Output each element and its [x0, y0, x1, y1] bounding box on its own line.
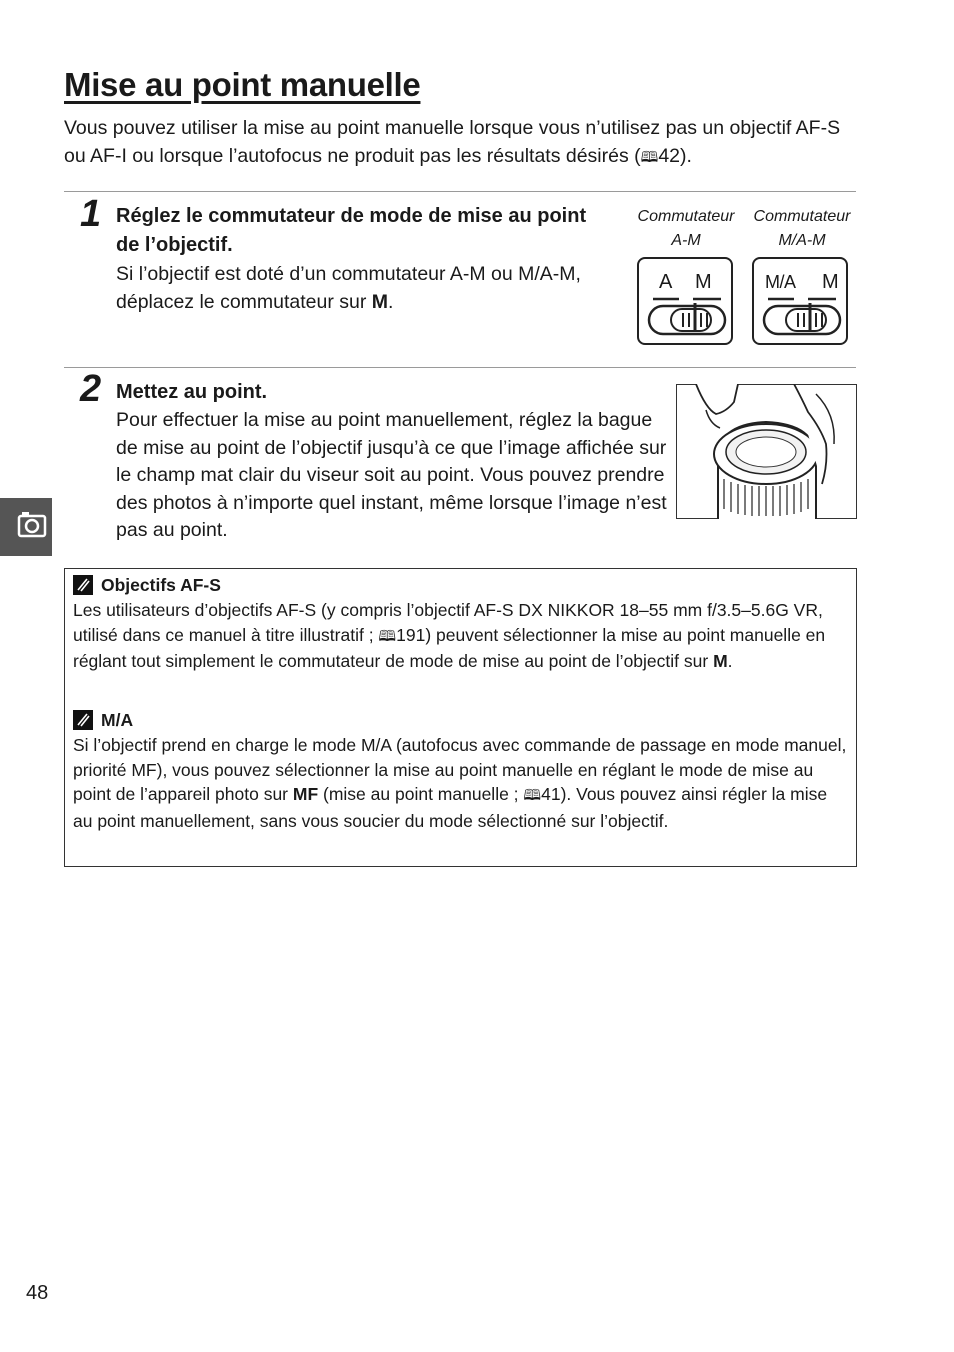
figure-caption [626, 205, 746, 253]
note-text-part: Les utilisateurs d’objectifs AF-S (y compris l’objectif AF-S DX NIKKOR 18–55 mm f/3.5–5.6G VR, utilisé dans ce manuel à titre illustratif ; [73, 600, 823, 645]
note-text [73, 733, 848, 834]
switch-label-right: M [695, 271, 712, 293]
step-heading: Mettez au point. [116, 381, 268, 403]
note-text [73, 598, 848, 674]
caption-line: M/A-M [778, 232, 826, 249]
check-note-icon [73, 575, 93, 595]
note-text-part: (mise au point manuelle ; [318, 784, 524, 805]
caption-line: Commutateur [637, 208, 735, 225]
note-text-part: ) peuvent sélectionner la mise au point manuelle en réglant tout simplement le commutateur de mode de mise au point de l’objectif sur [73, 624, 826, 672]
note-heading [73, 573, 221, 597]
step-text [116, 261, 616, 316]
switch-label-right: M [822, 271, 839, 293]
step-text-end: . [388, 290, 394, 313]
step-number: 1 [80, 193, 102, 235]
intro-end: ). [680, 145, 692, 167]
switch-slider-icon [760, 293, 844, 339]
lens-focus-ring-illustration [676, 384, 857, 519]
divider [64, 191, 856, 192]
divider [64, 367, 856, 368]
caption-line: Commutateur [753, 208, 851, 225]
book-icon: 🕮 [378, 627, 397, 645]
intro-text: Vous pouvez utiliser la mise au point manuelle lorsque vous n’utilisez pas un objectif AF-S ou AF-I ou lorsque l’autofocus ne produit pas les résultats désirés ( [64, 117, 841, 167]
caption-line: A-M [671, 232, 701, 249]
mam-switch-illustration [752, 257, 848, 345]
note-title: M/A [101, 710, 134, 730]
step-text-part: Si l’objectif est doté d’un commutateur A-M ou M/A-M, déplacez le commutateur sur [116, 263, 581, 313]
note-text-end: . [727, 651, 733, 672]
note-text-bold: MF [292, 784, 319, 805]
note-text-end: ). Vous pouvez ainsi régler la mise au point manuellement, sans vous soucier du mode sélectionné sur l’objectif. [73, 784, 828, 832]
note-page-ref: 191 [396, 624, 426, 645]
note-title: Objectifs AF-S [101, 575, 221, 595]
intro-page-ref: 42 [658, 145, 681, 167]
intro-paragraph [64, 114, 864, 172]
note-page-ref: 41 [541, 784, 561, 805]
note-heading [73, 708, 133, 732]
switch-slider-icon [645, 293, 729, 339]
step-heading: Réglez le commutateur de mode de mise au point de l’objectif. [116, 205, 587, 256]
notes-box [64, 568, 857, 867]
note-text-bold: M [713, 651, 728, 672]
page-title: Mise au point manuelle [64, 66, 421, 103]
book-icon: 🕮 [640, 149, 659, 166]
step-number: 2 [80, 368, 102, 410]
figure-caption [742, 205, 862, 253]
switch-label-left: M/A [765, 272, 796, 292]
step-text-bold: M [371, 290, 389, 313]
page-number: 48 [26, 1282, 49, 1304]
book-icon: 🕮 [523, 787, 542, 805]
note-text-part: Si l’objectif prend en charge le mode M/A (autofocus avec commande de passage en mode manuel, priorité MF), vous pouvez sélectionner la mise au point manuelle en réglant le mode de mise au point de l’appareil photo sur [73, 735, 847, 805]
section-tab [0, 498, 52, 556]
check-note-icon [73, 710, 93, 730]
step-text: Pour effectuer la mise au point manuellement, réglez la bague de mise au point de l’objectif jusqu’à ce que l’image affichée sur le champ mat clair du viseur soit au point. Vous pouvez prendre des photos à n’importe quel instant, même lorsque l’image n’est pas au point. [116, 409, 667, 541]
switch-label-left: A [659, 271, 673, 293]
am-switch-illustration [637, 257, 733, 345]
camera-icon [0, 498, 52, 556]
